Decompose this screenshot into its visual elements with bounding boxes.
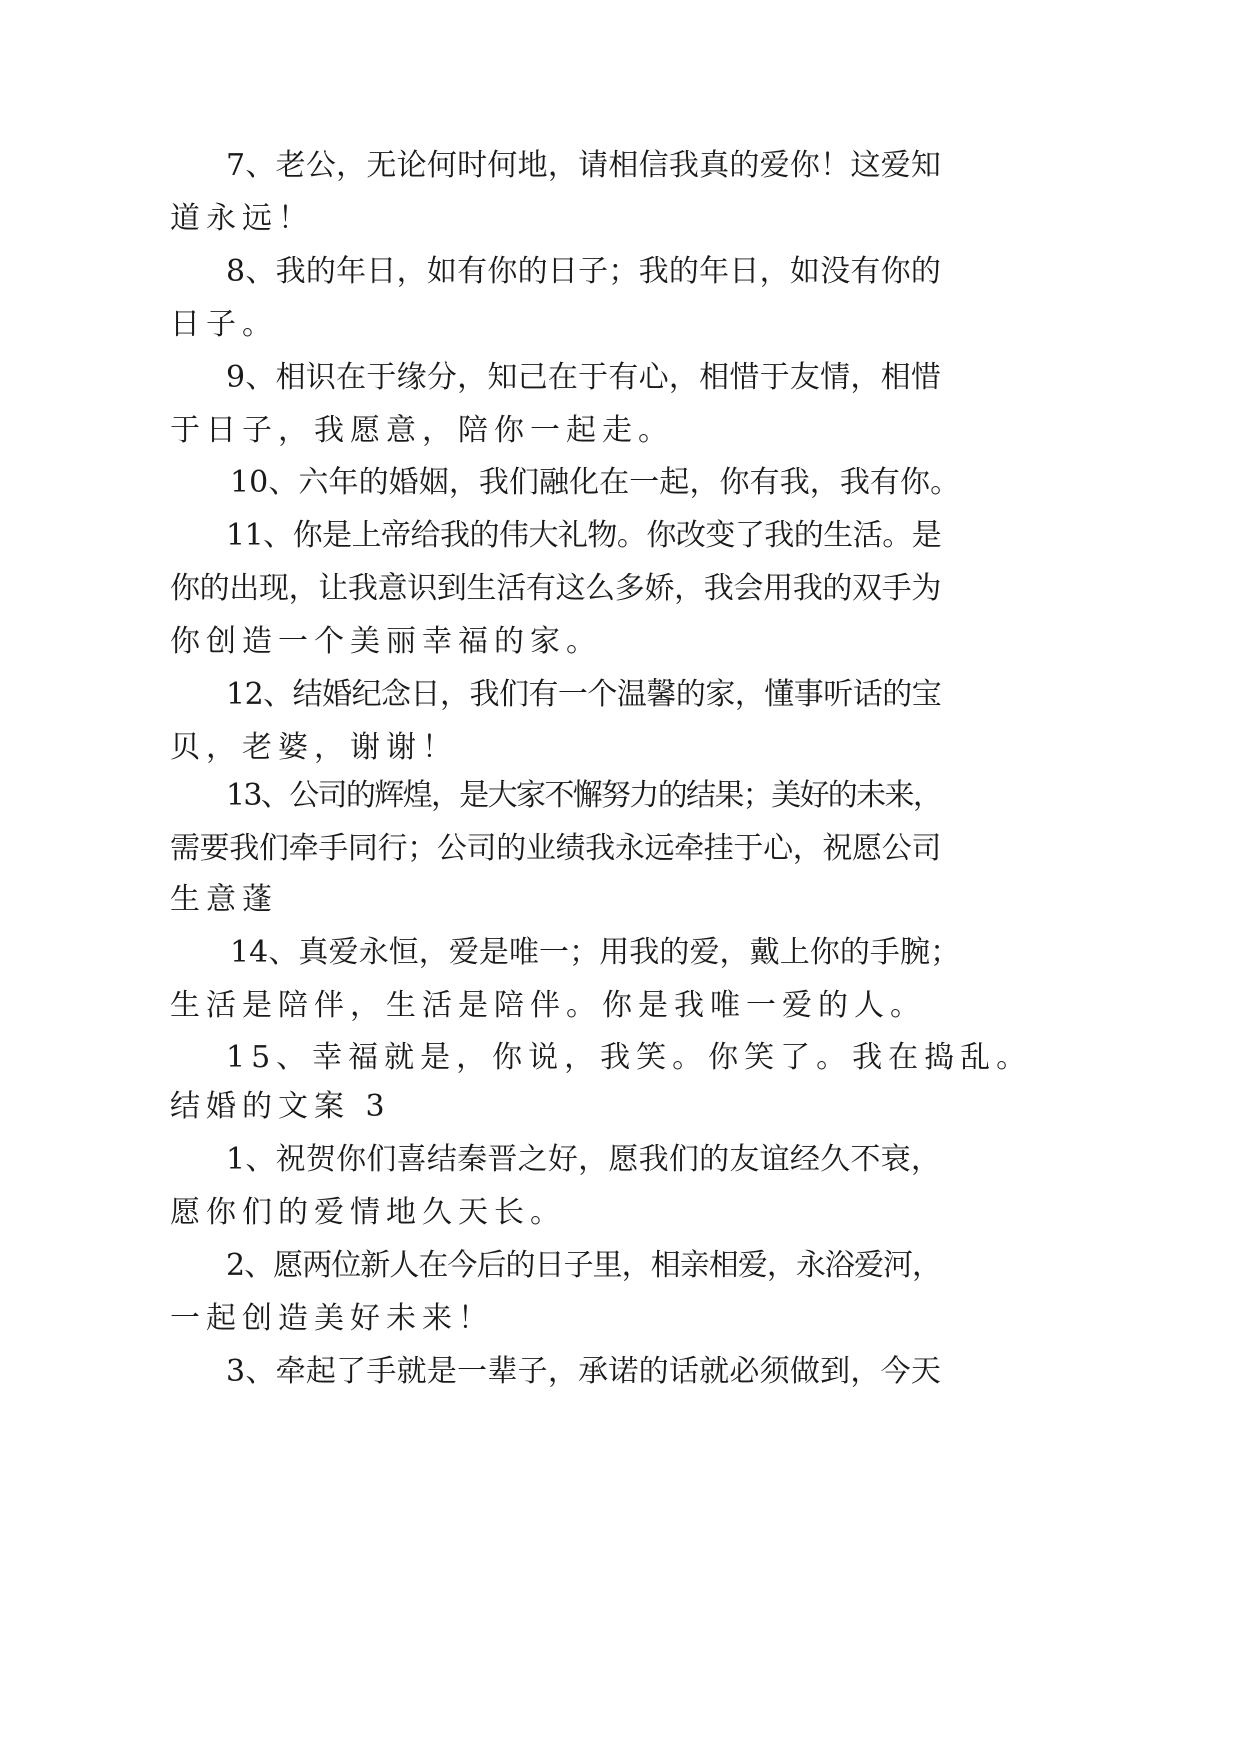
text-line: 于日子，我愿意，陪你一起走。: [170, 413, 674, 448]
text-line: 12、结婚纪念日，我们有一个温馨的家，懂事听话的宝: [226, 677, 942, 712]
text-line: 10、六年的婚姻，我们融化在一起，你有我，我有你。: [230, 465, 961, 500]
text-line: 生活是陪伴，生活是陪伴。你是我唯一爱的人。: [170, 988, 926, 1023]
text-line: 11、你是上帝给我的伟大礼物。你改变了我的生活。是: [226, 518, 942, 553]
text-line: 你的出现，让我意识到生活有这么多娇，我会用我的双手为: [170, 571, 941, 606]
text-line: 日子。: [170, 307, 278, 342]
text-line: 2、愿两位新人在今后的日子里，相亲相爱，永浴爱河，: [226, 1248, 942, 1283]
text-line: 7、老公，无论何时何地，请相信我真的爱你！这爱知: [226, 148, 942, 183]
text-line: 贝，老婆，谢谢！: [170, 730, 458, 765]
text-line: 愿你们的爱情地久天长。: [170, 1195, 566, 1230]
text-line: 你创造一个美丽幸福的家。: [170, 624, 602, 659]
text-line: 15、幸福就是，你说，我笑。你笑了。我在捣乱。: [226, 1040, 1033, 1075]
section-heading: 结婚的文案 3: [170, 1089, 391, 1124]
text-line: 需要我们牵手同行；公司的业绩我永远牵挂于心，祝愿公司: [170, 831, 941, 866]
text-line: 3、牵起了手就是一辈子，承诺的话就必须做到，今天: [226, 1354, 942, 1389]
text-line: 1、祝贺你们喜结秦晋之好，愿我们的友谊经久不衰，: [226, 1142, 942, 1177]
text-line: 一起创造美好未来！: [170, 1301, 494, 1336]
text-line: 14、真爱永恒，爱是唯一；用我的爱，戴上你的手腕；: [230, 935, 961, 970]
text-line: 生意蓬: [170, 882, 278, 917]
text-line: 13、公司的辉煌，是大家不懈努力的结果；美好的未来，: [226, 778, 942, 813]
text-line: 8、我的年日，如有你的日子；我的年日，如没有你的: [226, 254, 942, 289]
text-line: 9、相识在于缘分，知己在于有心，相惜于友情，相惜: [226, 360, 942, 395]
text-line: 道永远！: [170, 201, 314, 236]
